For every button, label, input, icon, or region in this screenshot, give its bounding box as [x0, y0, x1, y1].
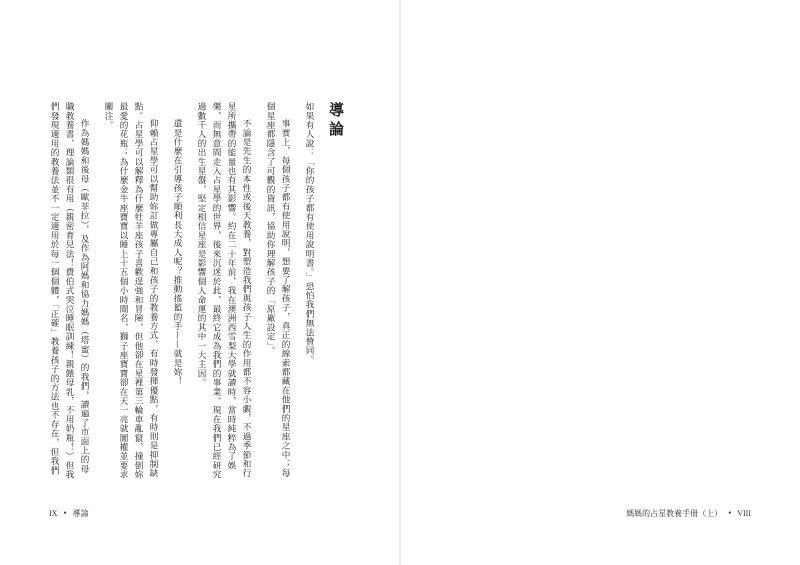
left-folio: IX — [49, 509, 58, 518]
left-footer — [49, 508, 88, 519]
footer-separator-icon: ● — [63, 511, 67, 516]
article-paragraph: 事實上，每個孩子都有使用說明，想要了解孩子，真正的線索都藏在他們的星座之中；每個星座都隱含了可觀的資訊，協助你理解孩子的「原廠設定」。 — [265, 102, 290, 478]
article-paragraph: 如果有人說：「你的孩子都有使用說明書。」恐怕我們無法贊同。 — [304, 102, 314, 365]
left-running-head: 導論 — [72, 509, 89, 518]
right-folio: VIII — [737, 509, 751, 518]
article-paragraph: 還是什麼在引導孩子順利長大成人呢？推動搖籃的手——就是妳！ — [172, 119, 182, 386]
article-paragraph: 仰賴占星學可以幫助妳訂做專屬自己和孩子的教養方式，有時發揮優點，有時則是抑制缺點。占星學可以解釋為什麼牡羊座孩子喜歡逞強和冒險，但他卻在星裡第三輪車亂竄，撞倒妳最愛的花瓶；為什麼金牛座寶寶以睡上十五個小時聞名，獅子座寶寶卻在天一亮就圖權並要求關注。 — [103, 102, 158, 480]
footer-separator-icon: ● — [728, 511, 732, 516]
right-running-head: 媽媽的占星教養手冊（上） — [626, 509, 723, 518]
right-footer — [626, 508, 751, 519]
article-paragraph: 作為媽媽和後母（歐菲拉），及作為阿媽和協力媽媽（塔蜜）的我們，讀遍了市面上的母職教養書，理論類很有用（親密育兒法！費伯式哭泣睡眠訓練！親餵母乳，不用奶瓶！）但我們發現適用的教養法並不一定適用於每一個個體，「正確」教養孩子的方法也不存在，但我們 — [49, 102, 89, 480]
article-paragraph: 不論是先生的本性或後天教養，對塑造我們與孩子人生的作用都不容小覷，不過季節和行星所攜帶的能量也有其影響。約在二十年前，我在澳洲西雪梨大學就讀時，當時純粹為了娛樂，而無意間走入占星學的世界，後來沉迷於此，最終它成為我們的事業。現在我們已經研究過數千人的出生星盤，堅定相信星座是影響個人命運的其中一大主因。 — [196, 102, 251, 480]
article-heading: 導論 — [327, 102, 345, 140]
right-page — [400, 0, 800, 565]
article-body — [48, 102, 316, 480]
